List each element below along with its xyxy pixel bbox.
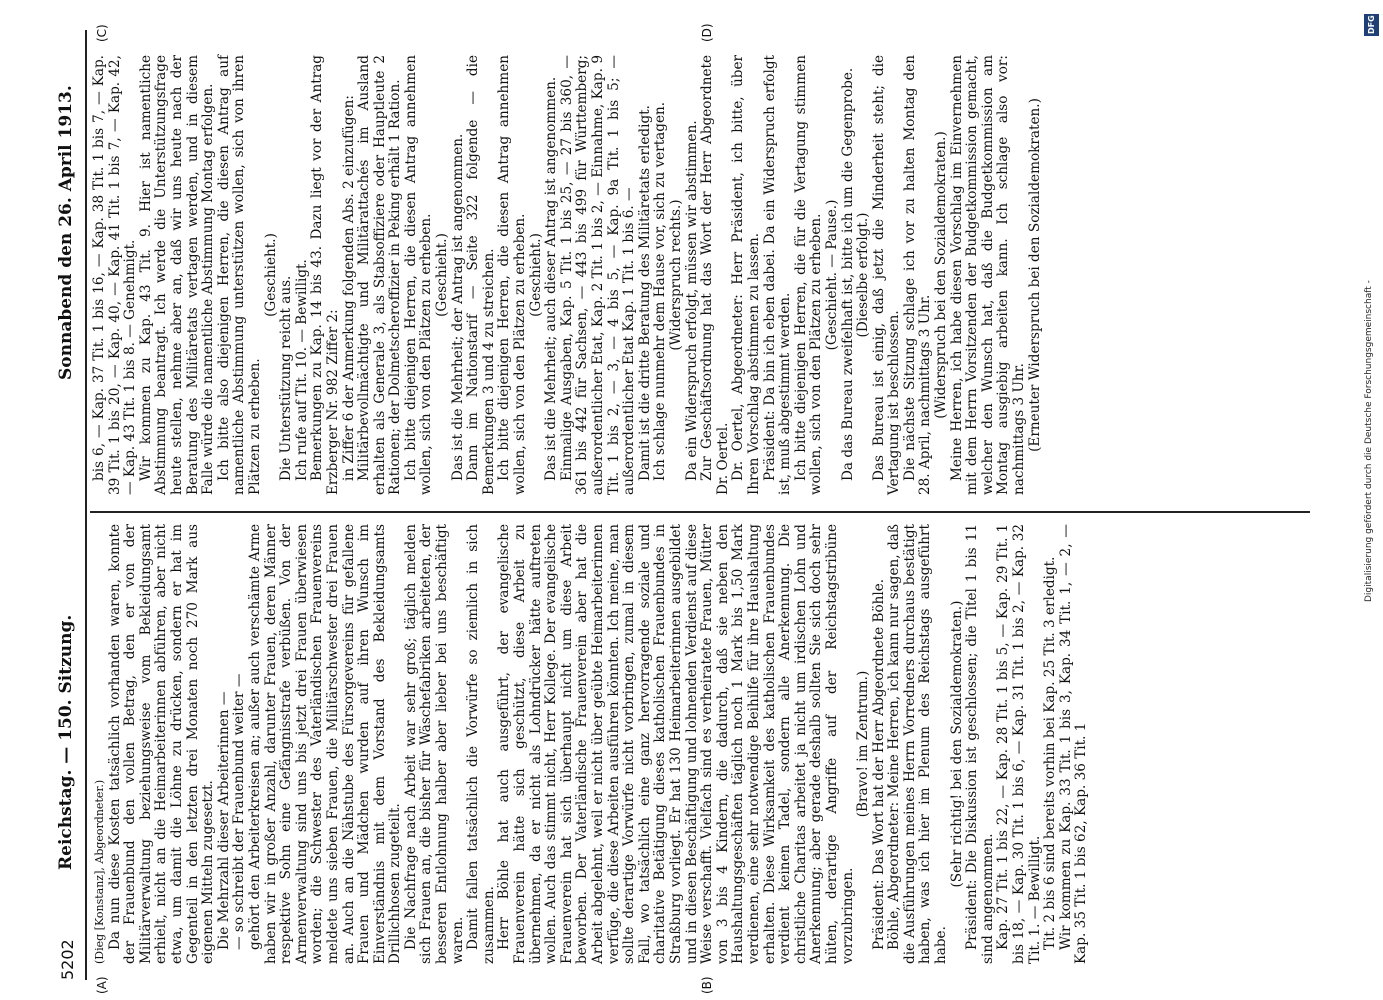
paragraph: Ich schlage nunmehr dem Hause vor, sich zu vertagen. <box>652 101 669 481</box>
paragraph: Präsident: Das Wort hat der Herr Abgeordnete Böhle. <box>870 578 887 950</box>
page-header <box>56 30 84 980</box>
header-title: Reichstag. — 150. Sitzung. <box>56 614 76 870</box>
paragraph: Die Unterstützung reicht aus. <box>278 275 295 481</box>
paragraph: Böhle, Abgeordneter: Meine Herren, ich kann nur sagen, daß die Ausführungen meines Herrn Vorredners durchaus bestätigt haben, was ich hier im Plenum des Reichstags ausgeführt habe. <box>886 524 950 964</box>
paragraph: (Geschieht.) <box>527 233 544 317</box>
margin-mark-c: (C) <box>95 24 109 42</box>
paragraph: Da ein Widerspruch erfolgt, müssen wir abstimmen. <box>683 120 700 481</box>
paragraph: Damit fallen tatsächlich die Vorwürfe so ziemlich in sich zusammen. <box>465 524 497 964</box>
paragraph: (Widerspruch bei den Sozialdemokraten.) <box>933 131 950 419</box>
paragraph: (Widerspruch rechts.) <box>667 199 684 351</box>
paragraph: Da das Bureau zweifelhaft ist, bitte ich um die Gegenprobe. <box>839 67 856 481</box>
paragraph: Dann im Nationstarif — Seite 322 folgende — die Bemerkungen 3 und 4 zu streichen. <box>465 55 497 495</box>
paragraph: Präsident: Da bin ich eben dabei. Da ein Widerspruch erfolgt ist, muß abgestimmt werden. <box>761 55 794 495</box>
paragraph: — so schreibt der Frauenbund weiter — <box>231 673 248 950</box>
column-divider <box>90 511 1310 513</box>
paragraph: Ich bitte diejenigen Herren, die für die Vertagung stimmen wollen, sich von den Plätzen zu erheben. <box>792 55 825 495</box>
header-date: Sonnabend den 26. April 1913. <box>56 85 76 380</box>
paragraph: Wir kommen zu Kap. 43 Tit. 9. Hier ist namentliche Abstimmung beantragt. Ich werde die Unterstützungsfrage heute stellen, nehme aber an, daß wir uns heute nach der Beratung des Militäretats vertagen werden, und in diesem Falle würde die namentliche Abstimmung Montag erfolgen. <box>137 55 217 495</box>
paragraph: Ich rufe auf Tit. 10. — Bewilligt. <box>293 259 310 481</box>
paragraph: (Geschieht. — Pause.) <box>823 199 840 351</box>
paragraph: Kap. 27 Tit. 1 bis 22, — Kap. 28 Tit. 1 bis 5, — Kap. 29 Tit. 1 bis 18, — Kap. 30 Tit. 1 bis 6, — Kap. 31 Tit. 1 bis 2, — Kap. 32 Tit. 1. — Bewilligt. <box>995 524 1043 964</box>
paragraph: Einmalige Ausgaben, Kap. 5 Tit. 1 bis 25, — 27 bis 360, — 361 bis 442 für Sachsen, — 443 bis 499 für Württemberg; außerordentlicher Etat, Kap. 2 Tit. 1 bis 2, — Einnahme, Kap. 9 Tit. 1 bis 2, — 3, — 4 bis 5, — Kap. 9a Tit. 1 bis 5; — außerordentlicher Etat Kap. 1 Tit. 1 bis 6. — <box>558 55 638 495</box>
paragraph: Militärbevollmächtigte und Militärattachés im Ausland erhalten als Generale 3, als Stabsoffiziere oder Hauptleute 2 Rationen; der Dolmetscheroffizier in Peking erhält 1 Ration. <box>356 55 404 495</box>
paragraph: (Erneuter Widerspruch bei den Sozialdemokraten.) <box>1026 98 1043 452</box>
margin-mark-a: (A) <box>95 976 109 994</box>
dfg-logo: DFG <box>1364 14 1379 36</box>
paragraph: Zur Geschäftsordnung hat das Wort der Herr Abgeordnete Dr. Oertel. <box>699 55 731 495</box>
digitization-credit: Digitalisierung gefördert durch die Deutsche Forschungsgemeinschaft - <box>1364 280 1374 602</box>
page-number: 5202 <box>58 939 77 980</box>
margin-mark-b: (B) <box>700 976 714 994</box>
paragraph: Ich bitte also diejenigen Herren, die diesen Antrag auf namentliche Abstimmung unterstützen wollen, sich von ihren Plätzen zu erheben. <box>215 55 263 495</box>
paragraph: Tit. 2 bis 6 sind bereits vorhin bei Kap. 25 Tit. 3 erledigt. <box>1042 556 1059 950</box>
paragraph: Ich bitte diejenigen Herren, die diesen Antrag annehmen wollen, sich von den Plätzen zu erheben. <box>402 55 435 495</box>
paragraph: (Dieg [Konstanz], Abgeordneter.) <box>93 779 106 964</box>
paragraph: Wir kommen zu Kap. 33 Tit. 1 bis 3, Kap. 34 Tit. 1, — 2, — Kap. 35 Tit. 1 bis 62, Kap. 36 Tit. 1 <box>1057 524 1090 964</box>
paragraph: (Geschieht.) <box>262 233 279 317</box>
paragraph: Das Bureau ist einig, daß jetzt die Minderheit steht; die Vertagung ist beschlossen. <box>870 55 903 495</box>
paragraph: Dr. Oertel, Abgeordneter: Herr Präsident, ich bitte, über Ihren Vorschlag abstimmen zu lassen. <box>730 55 762 495</box>
paragraph: Da nun diese Kosten tatsächlich vorhanden waren, konnte der Frauenbund den vollen Betrag, den er von der Militärverwaltung beziehungsweise vom Bekleidungsamt erhielt, nicht an die Heimarbeiterinnen abführen, aber nicht etwa, um damit die Löhne zu drücken, sondern er hat im Gegenteil in den letzten drei Monaten noch 270 Mark aus eigenen Mitteln zugesetzt. <box>106 524 217 964</box>
paragraph: Herr Böhle hat auch ausgeführt, der evangelische Frauenverein hätte sich geschützt, diese Arbeit zu übernehmen, da er nicht als Lohndrücker hätte auftreten wollen. Auch das stimmt nicht, Herr Kollege. Der evangelische Frauenverein hat sich überhaupt nicht um diese Arbeit beworben. Der Vaterländische Frauenverein aber hat die Arbeit abgelehnt, weil er nicht über geübte Heimarbeiterinnen verfüge, die diese Arbeiten ausführen könnten. Ich meine, man sollte derartige Vorwürfe nicht vorbringen, zumal in diesem Fall, wo tatsächlich eine ganz hervorragende soziale und charitative Betätigung dieses katholischen Frauenbundes in Straßburg vorliegt. Er hat 130 Heimarbeiterinnen ausgebildet und in diesen Beschäftigung und lohnenden Verdienst auf diese Weise verschafft. Vielfach sind es verheiratete Frauen, Mütter von 3 bis 4 Kindern, die dadurch, daß sie neben den Haushaltungsgeschäften täglich noch 1 Mark bis 1,50 Mark verdienen, eine sehr notwendige Beihilfe für ihre Haushaltung erhalten. Diese Wirksamkeit des katholischen Frauenbundes verdient keinen Tadel, sondern alle Anerkennung. Die christliche Charitas arbeitet ja nicht um irdischen Lohn und Anerkennung; aber gerade deshalb sollten Sie sich doch sehr hüten, derartige Angriffe auf der Reichstagstribüne vorzubringen. <box>496 524 856 964</box>
paragraph: gehört den Arbeiterkreisen an; außer auch verschämte Arme haben wir in großer Anzahl, darunter Frauen, deren Männer respektive Sohn eine Gefängnisstrafe verbüßen. Von der Armenverwaltung sind uns bis jetzt drei Frauen überwiesen worden; die Schwester des Vaterländischen Frauenvereins meldete uns sieben Frauen, die Militärschwester drei Frauen an. Auch an die Nähstube des Fürsorgevereins für gefallene Frauen und Mädchen wurden auf ihren Wunsch im Einverständnis mit dem Vorstand des Bekleidungsamts Drillichhosen zugeteilt. <box>246 524 404 964</box>
paragraph: Damit ist die dritte Beratung des Militäretats erledigt. <box>636 105 653 481</box>
paragraph: bis 6, — Kap. 37 Tit. 1 bis 16, — Kap. 38 Tit. 1 bis 7, — Kap. 39 Tit. 1 bis 20, — Kap. 40, — Kap. 41 Tit. 1 bis 7, — Kap. 42, — Kap. 43 Tit. 1 bis 8. — Genehmigt. <box>91 55 139 495</box>
paragraph: Das ist die Mehrheit; auch dieser Antrag ist angenommen. <box>543 76 560 481</box>
right-text-column <box>92 55 1043 495</box>
paragraph: Die Nachfrage nach Arbeit war sehr groß; täglich melden sich Frauen an, die bisher für Wäschefabriken arbeiteten, der besseren Entlohnung halber aber lieber bei uns beschäftigt waren. <box>402 524 466 964</box>
paragraph: Meine Herren, ich habe diesen Vorschlag im Einvernehmen mit dem Herrn Vorsitzenden der Budgetkommission gemacht, welcher den Wunsch hat, daß die Budgetkommission am Montag ausgiebig arbeiten kann. Ich schlage also vor: nachmittags 3 Uhr. <box>948 55 1028 495</box>
paragraph: (Dieselbe erfolgt.) <box>855 212 872 338</box>
paragraph: Präsident: Die Diskussion ist geschlossen; die Titel 1 bis 11 sind angenommen. <box>964 524 996 964</box>
paragraph: Ich bitte diejenigen Herren, die diesen Antrag annehmen wollen, sich von den Plätzen zu erheben. <box>496 55 529 495</box>
paragraph: Die Mehrzahl dieser Arbeiterinnen — <box>215 691 232 950</box>
paragraph: Die nächste Sitzung schlage ich vor zu halten Montag den 28. April, nachmittags 3 Uhr. <box>901 55 934 495</box>
paragraph: (Sehr richtig! bei den Sozialdemokraten.) <box>948 600 965 888</box>
paragraph: (Bravo! im Zentrum.) <box>855 670 872 818</box>
header-rule <box>85 30 87 980</box>
paragraph: (Geschieht.) <box>434 233 451 317</box>
paragraph: in Ziffer 6 der Anmerkung folgenden Abs. 2 einzufügen: <box>340 95 357 481</box>
paragraph: Bemerkungen zu Kap. 14 bis 43. Dazu liegt vor der Antrag Erzberger Nr. 982 Ziffer 2: <box>309 55 341 495</box>
left-text-column <box>92 524 1090 964</box>
margin-mark-d: (D) <box>700 23 714 42</box>
paragraph: Das ist die Mehrheit; der Antrag ist angenommen. <box>449 133 466 481</box>
